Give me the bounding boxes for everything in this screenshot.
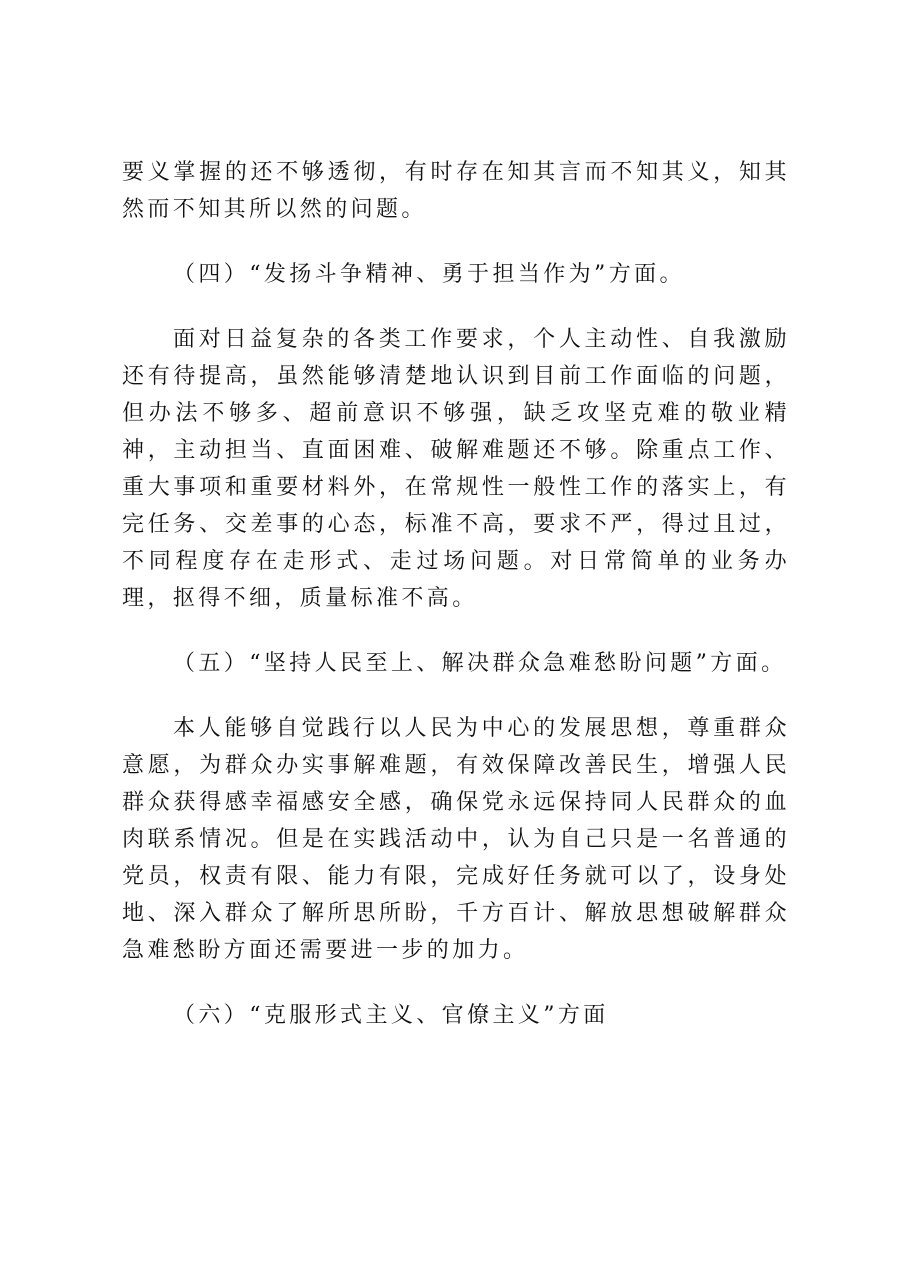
document-body [122,154,790,1062]
paragraph-people-first: 本人能够自觉践行以人民为中心的发展思想，尊重群众意愿，为群众办实事解难题，有效保障改善民生，增强人民群众获得感幸福感安全感，确保党永远保持同人民群众的血肉联系情况。但是在实践活动中，认为自己只是一名普通的党员，权责有限、能力有限，完成好任务就可以了，设身处地、深入群众了解所思所盼，千方百计、解放思想破解群众急难愁盼方面还需要进一步的加力。 [122,716,790,963]
paragraph-struggle-spirit: 面对日益复杂的各类工作要求，个人主动性、自我激励还有待提高，虽然能够清楚地认识到目前工作面临的问题，但办法不够多、超前意识不够强，缺乏攻坚克难的敬业精神，主动担当、直面困难、破解难题还不够。除重点工作、重大事项和重要材料外，在常规性一般性工作的落实上，有完任务、交差事的心态，标准不高，要求不严，得过且过，不同程度存在走形式、走过场问题。对日常简单的业务办理，抠得不细，质量标准不高。 [122,327,790,611]
section-heading-5: （五）“坚持人民至上、解决群众急难愁盼问题”方面。 [173,651,787,676]
section-heading-4: （四）“发扬斗争精神、勇于担当作为”方面。 [173,262,685,287]
paragraph-continuation: 要义掌握的还不够透彻，有时存在知其言而不知其义，知其然而不知其所以然的问题。 [122,160,790,222]
section-heading-6: （六）“克服形式主义、官僚主义”方面 [173,1003,609,1028]
